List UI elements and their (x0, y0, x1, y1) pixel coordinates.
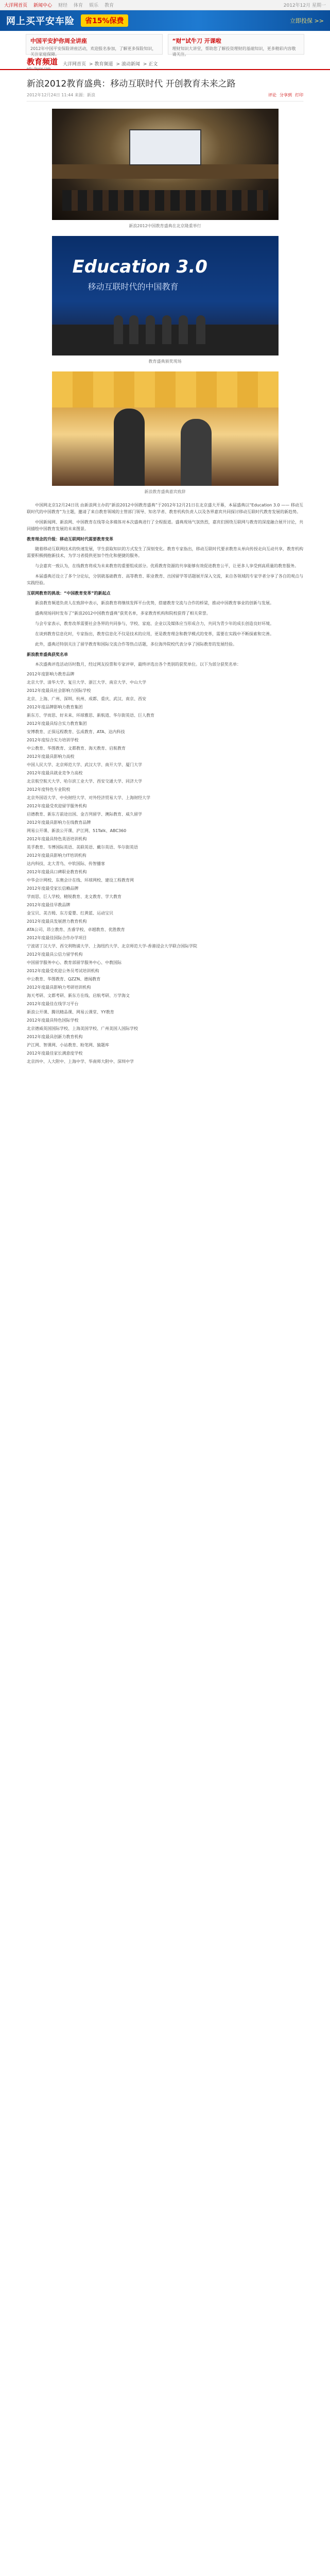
top-link-news[interactable]: 新闻中心 (33, 3, 53, 8)
photo-stage-title: Education 3.0 (72, 257, 207, 277)
paragraph: 中国新闻网、新浪网、中国教育在线等众多媒体对本次盛典进行了全程报道。盛典现场气氛热烈，嘉宾们围绕互联网与教育的深度融合展开讨论，共同描绘中国教育发展的未来图景。 (27, 520, 303, 531)
list-item: 宁波诺丁汉大学、西交利物浦大学、上海纽约大学、北京师范大学-香港浸会大学联合国际学院 (27, 944, 197, 948)
list-item: 2012年度最具影响力高校 (27, 754, 75, 759)
section-heading: 教育理念的升级：移动互联网时代需要教育变革 (27, 537, 113, 541)
photo-audience (62, 190, 268, 211)
list-item: 中国留学服务中心、教育部留学服务中心、中教国际 (27, 960, 121, 965)
paragraph: 在谈到教育信息化时，专家指出，教育信息化不仅是技术的应用，更是教育理念和教学模式的变革，需要在实践中不断探索和完善。 (35, 632, 274, 636)
breadcrumb-item[interactable]: 大洋网首页 (63, 61, 86, 67)
list-item: 2012年度最受欢迎留学服务机构 (27, 804, 87, 808)
list-item: 中公教育、华图教育、QZZN、德闻教育 (27, 977, 101, 981)
list-item: 2012年度最受欢迎公务员考试培训机构 (27, 969, 99, 973)
banner-cta[interactable]: 立即投保 >> (290, 18, 324, 24)
photo-backdrop (52, 371, 279, 408)
list-item: 2012年度最具发展潜力教育机构 (27, 919, 87, 924)
list-item: ATA公司、昂立教育、杰睿学校、卓越教育、优胜教育 (27, 927, 125, 932)
list-item: 金宝贝、美吉姆、东方爱婴、红黄蓝、运动宝贝 (27, 911, 113, 916)
list-item: 2012年度品牌影响力教育集团 (27, 705, 83, 709)
ad-strip (0, 31, 330, 58)
list-item: 北京外国语大学、中央财经大学、对外经济贸易大学、上海财经大学 (27, 795, 150, 800)
photo-person (114, 315, 123, 344)
photo-person (181, 419, 212, 486)
photo-person (114, 409, 145, 486)
photo-person (179, 315, 188, 344)
list-item: 英孚教育、韦博国际英语、美联英语、戴尔英语、华尔街英语 (27, 845, 138, 850)
list-item: 北京德威英国国际学校、上海美国学校、广州美国人国际学校 (27, 1026, 138, 1031)
channel-logo-text: 教育频道 (27, 57, 58, 66)
list-item: 2012年度综合实力培训学校 (27, 738, 79, 742)
photo-person (196, 315, 205, 344)
photo-person (162, 315, 171, 344)
list-item: 2012年度特色专业院校 (27, 787, 71, 792)
top-link-edu[interactable]: 教育 (105, 3, 114, 8)
article-source: 2012年12月24日 11:44 来源：新浪 (27, 93, 95, 97)
photo-screen (129, 129, 201, 165)
banner-title: 网上买平安车险 (6, 16, 75, 27)
breadcrumb-item[interactable]: 教育频道 (94, 61, 113, 67)
ad-box-2-body: 理财知识大讲堂，帮助您了解投资理财的基础知识，更多精彩内容敬请关注。 (172, 46, 296, 57)
list-item: 中华会计网校、东奥会计在线、环球网校、建设工程教育网 (27, 878, 134, 883)
channel-nav (0, 58, 330, 70)
photo-person (129, 315, 138, 344)
top-bar (0, 0, 330, 10)
top-link-sports[interactable]: 体育 (74, 3, 83, 8)
list-item: 2012年度最佳国际合作办学项目 (27, 936, 87, 940)
print-link[interactable]: 打印 (295, 93, 303, 97)
list-item: 北京四中、人大附中、上海中学、华南师大附中、深圳中学 (27, 1059, 134, 1064)
section-heading: 互联网教育的挑战：“中国教育变革”的新起点 (27, 591, 111, 596)
photo-ceremony-hall (52, 109, 279, 220)
photo-stage-subtitle: 移动互联时代的中国教育 (88, 282, 179, 292)
ad-box-1[interactable] (26, 34, 163, 55)
share-link[interactable]: 分享到 (280, 93, 292, 97)
list-item: 2012年度最佳早教品牌 (27, 903, 71, 907)
paragraph: 新浪教育频道负责人在致辞中表示，新浪教育将继续发挥平台优势，搭建教育交流与合作的桥梁，推动中国教育事业的创新与发展。 (35, 601, 274, 605)
breadcrumb: 大洋网首页 > 教育频道 > 滚动新闻 > 正文 (63, 61, 158, 67)
ad-box-1-heading: 中国平安护你周全讲座 (30, 38, 87, 44)
list-item: 海天考研、文都考研、新东方在线、启航考研、万学海文 (27, 993, 130, 998)
paragraph: 中国网北京12月24日讯 由新浪网主办的“新浪2012中国教育盛典”于2012年12月21日在北京盛大开幕，本届盛典以“Education 3.0 —— 移动互联时代的中国教育”为主题，邀请了来自教育领域的主管部门领导、知名学者、教育机构负责人以及各界嘉宾共同探讨移动互联时代教育发展的新趋势。 (27, 503, 303, 514)
paragraph: 此外，盛典还特别关注了留学教育和国际交流合作等热点话题，多位海外院校代表分享了国际教育的发展经验。 (35, 642, 237, 647)
list-item: 2012年度影响力教育品牌 (27, 672, 75, 676)
ad-box-2-heading: “财”试牛刀 开课啦 (172, 38, 221, 44)
list-item: 网易公开课、新浪公开课、沪江网、51Talk、ABC360 (27, 828, 127, 833)
list-item: 新浪公开课、腾讯精品课、网易云课堂、YY教育 (27, 1010, 114, 1014)
channel-logo[interactable] (27, 56, 58, 71)
photo-caption: 新浪教育盛典嘉宾致辞 (144, 489, 186, 494)
list-item: 北京航空航天大学、哈尔滨工业大学、西安交通大学、同济大学 (27, 779, 142, 784)
list-item: 北京、上海、广州、深圳、杭州、成都、重庆、武汉、南京、西安 (27, 697, 146, 701)
photo-person (146, 315, 155, 344)
list-item: 2012年度最具社会影响力国际学校 (27, 688, 91, 693)
list-item: 2012年度最具特色英语培训机构 (27, 837, 87, 841)
article-title: 新浪2012教育盛典：移动互联时代 开创教育未来之路 (27, 79, 236, 89)
list-item: 安博教育、正保远程教育、弘成教育、ATA、达内科技 (27, 730, 125, 734)
list-item: 2012年度最具特色国际学校 (27, 1018, 79, 1023)
comment-link[interactable]: 评论 (268, 93, 276, 97)
paragraph: 与会嘉宾一致认为，在线教育将成为未来教育的重要组成部分。优质教育资源的共享能够有效促进教育公平，让更多人享受到高质量的教育服务。 (35, 564, 299, 568)
top-link-finance[interactable]: 财经 (58, 3, 68, 8)
article-body (27, 502, 303, 1065)
photo-speaker (52, 371, 279, 486)
ad-banner[interactable] (0, 10, 330, 31)
top-link-ent[interactable]: 娱乐 (89, 3, 99, 8)
list-item: 2012年度最佳在线学习平台 (27, 1002, 79, 1006)
list-item: 2012年度最具就业竞争力高校 (27, 771, 83, 775)
list-item: 中国人民大学、北京师范大学、武汉大学、南开大学、厦门大学 (27, 762, 142, 767)
list-item: 新东方、学而思、好未来、环球雅思、新航道、华尔街英语、巨人教育 (27, 713, 154, 718)
list-item: 2012年度最具影响力考研培训机构 (27, 985, 91, 990)
list-item: 2012年度最具公信力留学机构 (27, 952, 83, 957)
list-item: 2012年度最具影响力在线教育品牌 (27, 820, 91, 825)
paragraph: 本次盛典评选活动历时数月，经过网友投票和专家评审，最终评选出各个类别的获奖单位。以下为部分获奖名单： (35, 662, 241, 667)
list-item: 2012年度最具创新力教育机构 (27, 1035, 83, 1039)
section-heading: 新浪教育盛典获奖名单 (27, 652, 68, 657)
photo-stage (52, 164, 279, 179)
photo-award-stage (52, 236, 279, 355)
list-item: 2012年度最佳家长满意度学校 (27, 1051, 83, 1056)
banner-badge: 省15%保费 (81, 14, 128, 27)
paragraph: 盛典现场同时发布了“新浪2012中国教育盛典”获奖名单，多家教育机构和院校获得了相关荣誉。 (35, 611, 211, 616)
list-item: 启德教育、新东方前途出国、金吉列留学、澳际教育、威久留学 (27, 812, 142, 817)
breadcrumb-item[interactable]: 滚动新闻 (121, 61, 140, 67)
paragraph: 本届盛典还设立了多个分论坛，分别就基础教育、高等教育、职业教育、出国留学等话题展开深入交流，来自各领域的专家学者分享了各自的观点与实践经验。 (27, 574, 303, 585)
top-link-home[interactable]: 大洋网首页 (4, 3, 28, 8)
list-item: 北京大学、清华大学、复旦大学、浙江大学、南京大学、中山大学 (27, 680, 146, 685)
top-date: 2012年12月 星期一 (283, 3, 326, 8)
photo-caption: 教育盛典颁奖现场 (148, 359, 182, 364)
article (0, 70, 330, 1065)
article-tools (268, 92, 303, 98)
paragraph: 随着移动互联网技术的快速发展，学生获取知识的方式发生了深刻变化。教育专家指出，移动互联时代要求教育从单向传授走向互动共享，教育机构需要积极拥抱新技术，为学习者提供更加个性化和便捷的服务。 (27, 547, 303, 558)
article-meta (27, 92, 303, 101)
breadcrumb-item: 正文 (148, 61, 158, 67)
list-item: 学而思、巨人学校、精锐教育、龙文教育、学大教育 (27, 894, 121, 899)
photo-caption: 新浪2012中国教育盛典在北京隆重举行 (129, 224, 201, 228)
ad-box-2[interactable] (168, 34, 305, 55)
list-item: 2012年度最受家长信赖品牌 (27, 886, 79, 891)
list-item: 中公教育、华图教育、文都教育、海天教育、启航教育 (27, 746, 126, 751)
channel-logo-sub: edu.dayoo.com (27, 67, 51, 71)
ad-box-1-body: 2012年中国平安保险讲座活动，欢迎报名参加，了解更多保险知识，关注家庭保障。 (30, 46, 157, 57)
paragraph: 与会专家表示，教育改革需要社会各界的共同参与，学校、家庭、企业以及媒体应当形成合力，共同为青少年的成长创造良好环境。 (35, 621, 274, 626)
list-item: 2012年度最具综合实力教育集团 (27, 721, 87, 726)
list-item: 沪江网、智课网、小站教育、粉笔网、猿题库 (27, 1043, 109, 1047)
list-item: 2012年度最具影响力IT培训机构 (27, 853, 86, 858)
list-item: 达内科技、北大青鸟、中软国际、传智播客 (27, 861, 105, 866)
list-item: 2012年度最具口碑职业教育机构 (27, 870, 87, 874)
